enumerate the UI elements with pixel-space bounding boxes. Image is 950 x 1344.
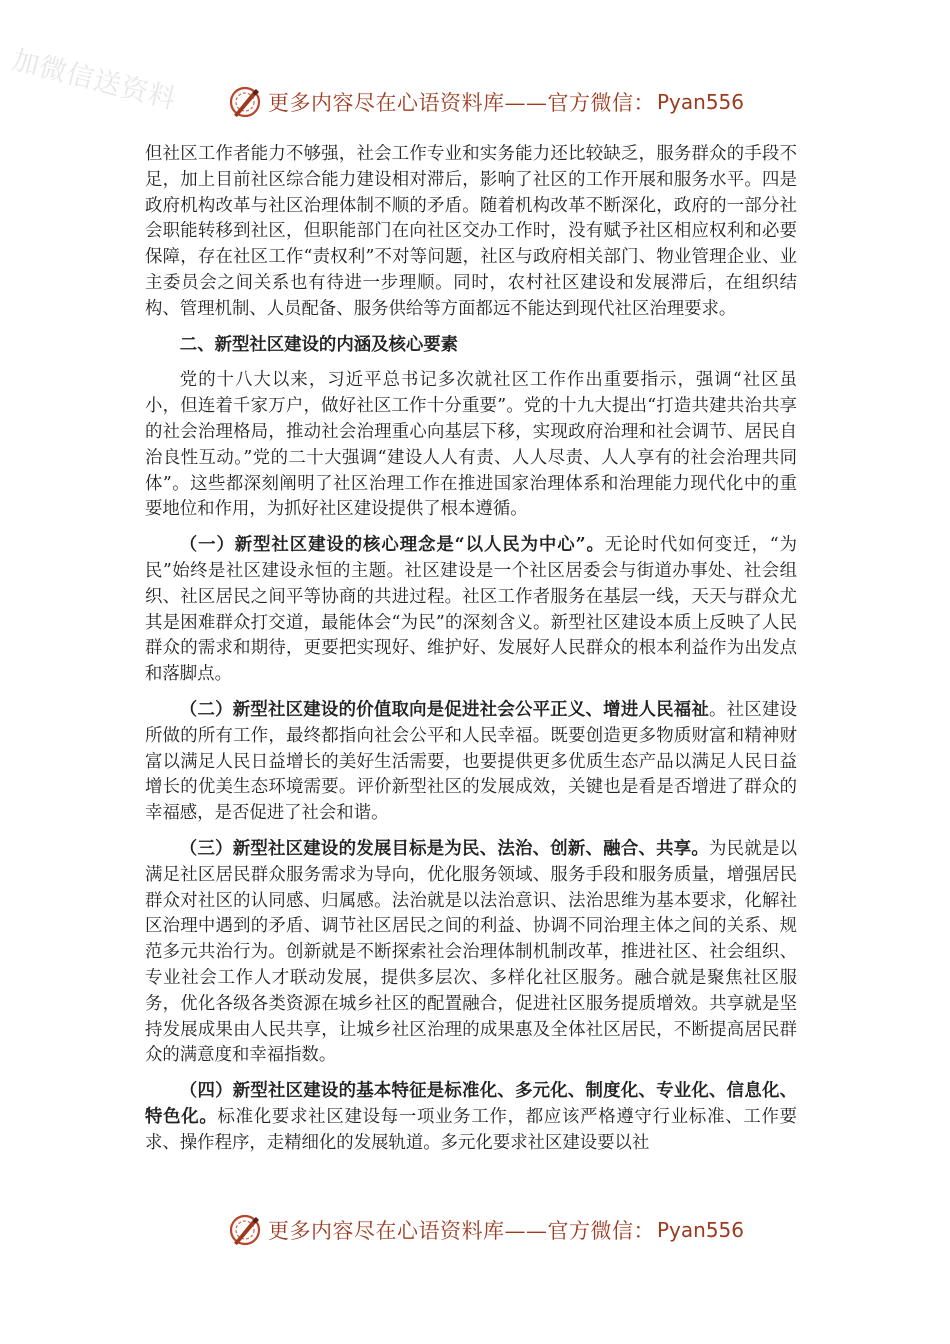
paragraph-lead: （三）新型社区建设的发展目标是为民、法治、创新、融合、共享。 — [179, 838, 710, 859]
paragraph-continuation — [145, 142, 797, 323]
paragraph-text: 党的十八大以来，习近平总书记多次就社区工作作出重要指示，强调“社区虽小，但连着千家万户，做好社区工作十分重要”。党的十九大提出“打造共建共治共享的社会治理格局，推动社会治理重心向基层下移，实现政府治理和社会调节、居民自治良性互动。”党的二十大强调“建设人人有责、人人尽责、人人享有的社会治理共同体”。这些都深刻阐明了社区治理工作在推进国家治理体系和治理能力现代化中的重要地位和作用，为抓好社区建设提供了根本遵循。 — [145, 370, 797, 520]
banner-wechat-id: Pyan556 — [657, 90, 745, 114]
banner-text: 更多内容尽在心语资料库——官方微信： — [268, 91, 655, 115]
paragraph — [145, 698, 797, 827]
pen-logo-icon — [228, 85, 262, 119]
paragraph — [145, 1079, 797, 1156]
watermark-text: 加微信送资料 — [8, 44, 180, 116]
paragraph — [145, 533, 797, 688]
paragraph — [145, 368, 797, 523]
section-heading: 二、新型社区建设的内涵及核心要素 — [179, 334, 459, 355]
paragraph-lead: （一）新型社区建设的核心理念是“以人民为中心”。 — [179, 535, 605, 556]
banner-text: 更多内容尽在心语资料库——官方微信： — [268, 1219, 655, 1243]
paragraph-text: 为民就是以满足社区居民群众服务需求为导向，优化服务领域、服务手段和服务质量，增强居民群众对社区的认同感、归属感。法治就是以法治意识、法治思维为基本要求，化解社区治理中遇到的矛盾、调节社区居民之间的利益、协调不同治理主体之间的关系、规范多元共治行为。创新就是不断探索社会治理体制机制改革，推进社区、社会组织、专业社会工作人才联动发展，提供多层次、多样化社区服务。融合就是聚焦社区服务，优化各级各类资源在城乡社区的配置融合，促进社区服务提质增效。共享就是坚持发展成果由人民共享，让城乡社区治理的成果惠及全体社区居民，不断提高居民群众的满意度和幸福指数。 — [145, 838, 797, 1066]
document-body — [145, 142, 797, 1166]
paragraph — [145, 837, 797, 1069]
banner-wechat-id: Pyan556 — [657, 1218, 745, 1242]
header-banner — [228, 82, 744, 122]
paragraph-lead: （二）新型社区建设的价值取向是促进社会公平正义、增进人民福祉 — [179, 699, 710, 720]
pen-logo-icon — [228, 1213, 262, 1247]
paragraph-text: 标准化要求社区建设每一项业务工作，都应该严格遵守行业标准、工作要求、操作程序，走精细化的发展轨道。多元化要求社区建设要以社 — [145, 1106, 797, 1153]
paragraph-text: 但社区工作者能力不够强，社会工作专业和实务能力还比较缺乏，服务群众的手段不足，加上目前社区综合能力建设相对滞后，影响了社区的工作开展和服务水平。四是政府机构改革与社区治理体制不顺的矛盾。随着机构改革不断深化，政府的一部分社会职能转移到社区，但职能部门在向社区交办工作时，没有赋予社区相应权利和必要保障，存在社区工作“责权利”不对等问题，社区与政府相关部门、物业管理企业、业主委员会之间关系也有待进一步理顺。同时，农村社区建设和发展滞后，在组织结构、管理机制、人员配备、服务供给等方面都远不能达到现代社区治理要求。 — [145, 144, 797, 319]
paragraph-lead: （四）新型社区建设的基本特征是标准化、多元化、制度化、专业化、信息化、特色化。 — [145, 1081, 797, 1127]
footer-banner — [228, 1210, 744, 1250]
paragraph-text: 无论时代如何变迁，“为民”始终是社区建设永恒的主题。社区建设是一个社区居委会与街道办事处、社会组织、社区居民之间平等协商的共进过程。社区工作者服务在基层一线，天天与群众尤其是困难群众打交道，最能体会“为民”的深刻含义。新型社区建设本质上反映了人民群众的需求和期待，更要把实现好、维护好、发展好人民群众的根本利益作为出发点和落脚点。 — [145, 535, 797, 685]
paragraph-text: 。社区建设所做的所有工作，最终都指向社会公平和人民幸福。既要创造更多物质财富和精神财富以满足人民日益增长的美好生活需要，也要提供更多优质生态产品以满足人民日益增长的优美生态环境需要。评价新型社区的发展成效，关键也是看是否增进了群众的幸福感，是否促进了社会和谐。 — [145, 699, 797, 824]
